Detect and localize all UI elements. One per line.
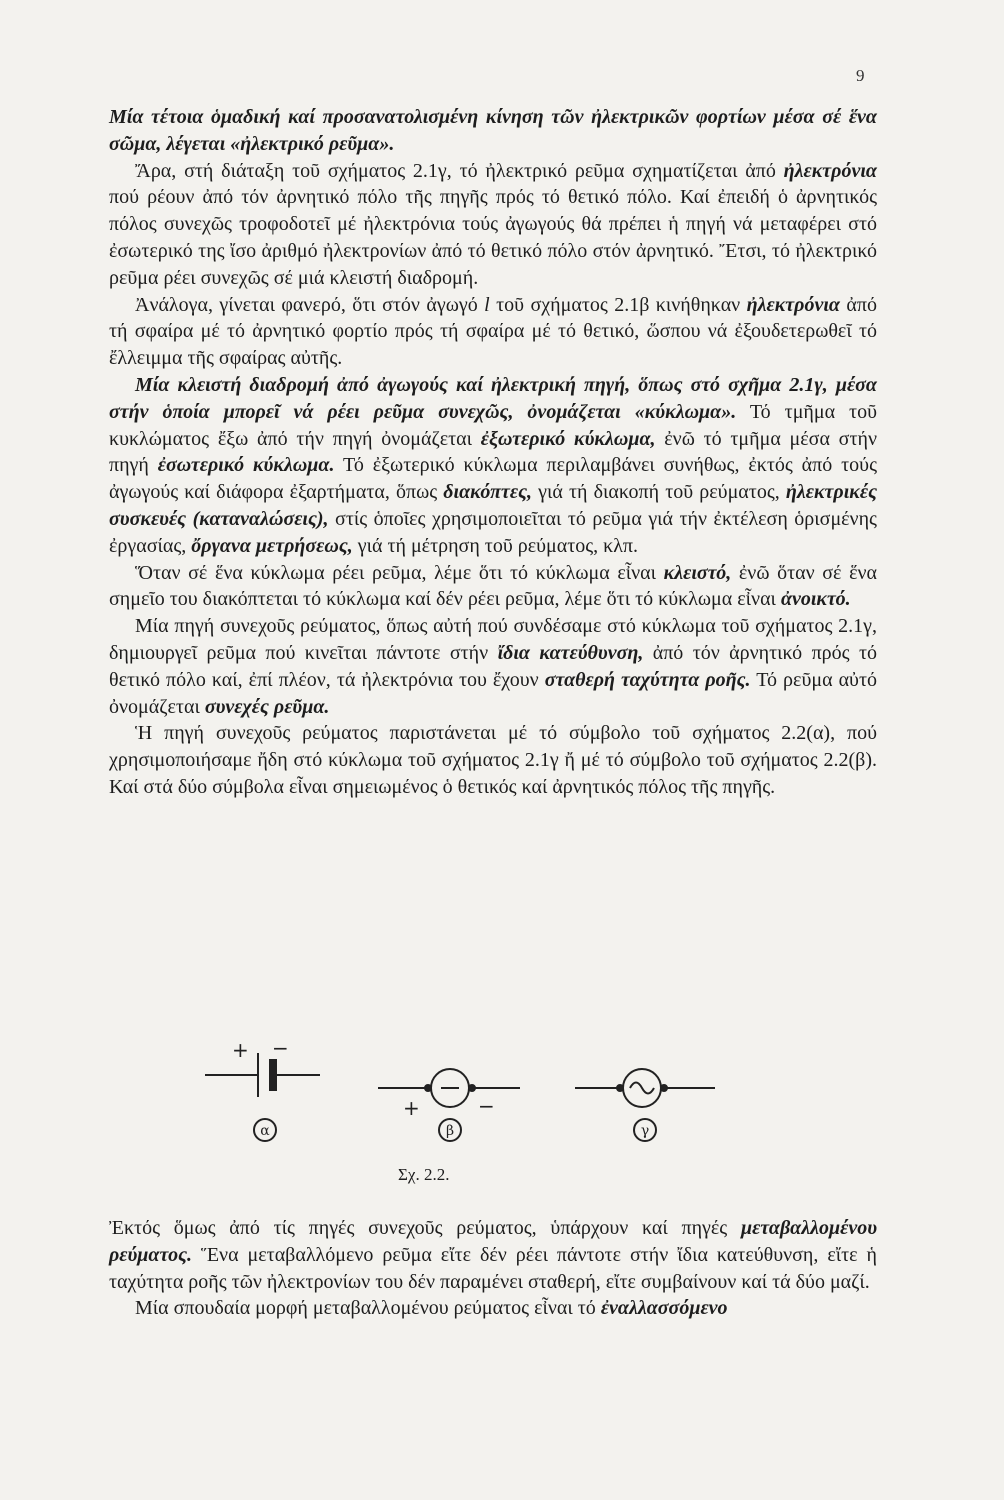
text-run: Τό ρεῦμα αὐτό ὀνομάζεται bbox=[109, 668, 877, 718]
plus-sign-a: + bbox=[232, 1038, 249, 1062]
figure-2-2 bbox=[160, 1035, 860, 1215]
body-text-top bbox=[109, 104, 877, 801]
text-run: Μία πηγή συνεχοῦς ρεύματος, ὅπως αὐτή πού συνδέσαμε στό κύκλωμα τοῦ σχήματος 2.1γ, δημιουργεῖ ρεῦμα πού κινεῖται πάντοτε στήν bbox=[109, 615, 877, 664]
emphasis-text: σταθερή ταχύτητα ροῆς. bbox=[544, 668, 751, 691]
text-run: τοῦ σχήματος 2.1β κινήθηκαν bbox=[489, 293, 747, 316]
text-run: Μία σπουδαία μορφή μεταβαλλομένου ρεύματος εἶναι τό bbox=[135, 1297, 601, 1320]
ac-source-symbol-icon bbox=[575, 1069, 715, 1107]
text-run: ἀπό τόν ἀρνητικό πρός τό θετικό πόλο καί, ἐπί πλέον, τά ἠλεκτρόνια του ἔχουν bbox=[109, 641, 877, 691]
text-run: Τό τμῆμα τοῦ κυκλώματος ἔξω ἀπό τήν πηγή ὀνομάζεται bbox=[109, 400, 877, 450]
minus-sign-b: − bbox=[478, 1094, 495, 1118]
emphasis-text: κλειστό, bbox=[663, 561, 732, 584]
paragraph bbox=[109, 720, 877, 800]
emphasis-text: διακόπτες, bbox=[443, 481, 533, 504]
italic-text: l bbox=[484, 293, 490, 316]
label-gamma: γ bbox=[640, 1123, 650, 1139]
text-run: Ἄρα, στή διάταξη τοῦ σχήματος 2.1γ, τό ἠλεκτρικό ρεῦμα σχηματίζεται ἀπό bbox=[135, 159, 784, 182]
text-run: πού ρέουν ἀπό τόν ἀρνητικό πόλο τῆς πηγῆς πρός τό θετικό πόλο. Καί ἐπειδή ὁ ἀρνητικός πόλος συνεχῶς τροφοδοτεῖ μέ ἠλεκτρόνια τούς ἀγωγούς θά πρέπει ἡ πηγή νά μεταφέρει στό ἐσωτερικό της ἴσο ἀριθμό ἠλεκτρονίων ἀπό τό θετικό πόλο στόν ἀρνητικό. Ἔτσι, τό ἠλεκτρικό ρεῦμα ρέει συνεχῶς σέ μιά κλειστή διαδρομή. bbox=[109, 186, 877, 289]
paragraph bbox=[109, 372, 877, 560]
emphasis-text: ἠλεκτρόνια bbox=[783, 159, 877, 182]
paragraph bbox=[109, 613, 877, 720]
emphasis-text: ἀνοικτό. bbox=[780, 588, 851, 611]
text-run: Ἕνα μεταβαλλόμενο ρεῦμα εἴτε δέν ρέει πάντοτε στήν ἴδια κατεύθυνση, εἴτε ἡ ταχύτητα ροῆς τῶν ἠλεκτρονίων του δέν παραμένει σταθερή, εἴτε συμβαίνουν καί τά δύο μαζί. bbox=[109, 1243, 877, 1293]
emphasis-text: ἠλεκτρικές συσκευές (καταναλώσεις), bbox=[109, 481, 877, 530]
emphasis-text: ἠλεκτρόνια bbox=[746, 293, 840, 316]
emphasis-text: ἐναλλασσόμενο bbox=[600, 1297, 728, 1320]
label-beta: β bbox=[445, 1123, 455, 1139]
dc-source-symbol-icon bbox=[378, 1069, 520, 1120]
body-text-bottom bbox=[109, 1215, 877, 1322]
emphasis-text: ἐξωτερικό κύκλωμα, bbox=[480, 427, 656, 450]
figure-caption: Σχ. 2.2. bbox=[398, 1165, 450, 1184]
minus-sign-a: − bbox=[272, 1036, 289, 1060]
text-run: Ἡ πηγή συνεχοῦς ρεύματος παριστάνεται μέ τό σύμβολο τοῦ σχήματος 2.2(α), πού χρησιμοποιήσαμε ἤδη στό κύκλωμα τοῦ σχήματος 2.1γ ἤ μέ τό σύμβολο τοῦ σχήματος 2.2(β). Καί στά δύο σύμβολα εἶναι σημειωμένος ὁ θετικός καί ἀρνητικός πόλος τῆς πηγῆς. bbox=[109, 722, 877, 798]
text-run: ἀπό τή σφαίρα μέ τό ἀρνητικό φορτίο πρός τή σφαίρα μέ τό θετικό, ὥσπου νά ἐξουδετερωθεῖ τό ἔλλειμμα τῆς σφαίρας αὐτῆς. bbox=[109, 293, 878, 370]
battery-symbol-icon bbox=[205, 1036, 320, 1097]
paragraph bbox=[109, 560, 877, 614]
emphasis-text: μεταβαλλομένου ρεύματος. bbox=[109, 1217, 877, 1266]
text-run: Ἐκτός ὅμως ἀπό τίς πηγές συνεχοῦς ρεύματος, ὑπάρχουν καί πηγές bbox=[109, 1217, 741, 1239]
emphasis-text: ἐσωτερικό κύκλωμα. bbox=[157, 454, 335, 477]
emphasis-text: ἴδια κατεύθυνση, bbox=[497, 641, 644, 664]
label-alpha: α bbox=[260, 1123, 270, 1139]
paragraph bbox=[109, 104, 877, 158]
text-run: γιά τή διακοπή τοῦ ρεύματος, bbox=[532, 481, 786, 504]
text-run: ἐνῶ τό τμῆμα μέσα στήν πηγή bbox=[109, 427, 877, 477]
plus-sign-b: + bbox=[403, 1096, 420, 1120]
emphasis-text: Μία κλειστή διαδρομή ἀπό ἀγωγούς καί ἠλεκτρική πηγή, ὅπως στό σχῆμα 2.1γ, μέσα στήν ὁποία μπορεῖ νά ρέει ρεῦμα συνεχῶς, ὀνομάζεται «κύκλωμα». bbox=[109, 373, 877, 423]
text-run: Ἀνάλογα, γίνεται φανερό, ὅτι στόν ἀγωγό bbox=[135, 293, 485, 316]
text-run: Ὅταν σέ ἕνα κύκλωμα ρέει ρεῦμα, λέμε ὅτι τό κύκλωμα εἶναι bbox=[135, 561, 664, 584]
paragraph bbox=[109, 292, 877, 372]
page-number: 9 bbox=[856, 66, 865, 85]
emphasis-text: Μία τέτοια ὁμαδική καί προσανατολισμένη κίνηση τῶν ἠλεκτρικῶν φορτίων μέσα σέ ἕνα σῶμα, λέγεται «ἠλεκτρικό ρεῦμα». bbox=[109, 106, 877, 155]
emphasis-text: ὄργανα μετρήσεως, bbox=[191, 534, 353, 557]
paragraph bbox=[109, 1215, 877, 1295]
emphasis-text: συνεχές ρεῦμα. bbox=[204, 695, 330, 718]
text-run: στίς ὁποῖες χρησιμοποιεῖται τό ρεῦμα γιά τήν ἐκτέλεση ὁρισμένης ἐργασίας, bbox=[109, 507, 877, 557]
text-run: γιά τή μέτρηση τοῦ ρεύματος, κλπ. bbox=[352, 534, 639, 557]
paragraph bbox=[109, 158, 877, 292]
text-run: ἐνῶ ὅταν σέ ἕνα σημεῖο του διακόπτεται τό κύκλωμα καί δέν ρέει ρεῦμα, λέμε ὅτι τό κύκλωμα εἶναι bbox=[109, 561, 877, 611]
text-run: Τό ἐξωτερικό κύκλωμα περιλαμβάνει συνήθως, ἐκτός ἀπό τούς ἀγωγούς καί διάφορα ἐξαρτήματα, ὅπως bbox=[109, 454, 877, 504]
paragraph bbox=[109, 1295, 877, 1322]
